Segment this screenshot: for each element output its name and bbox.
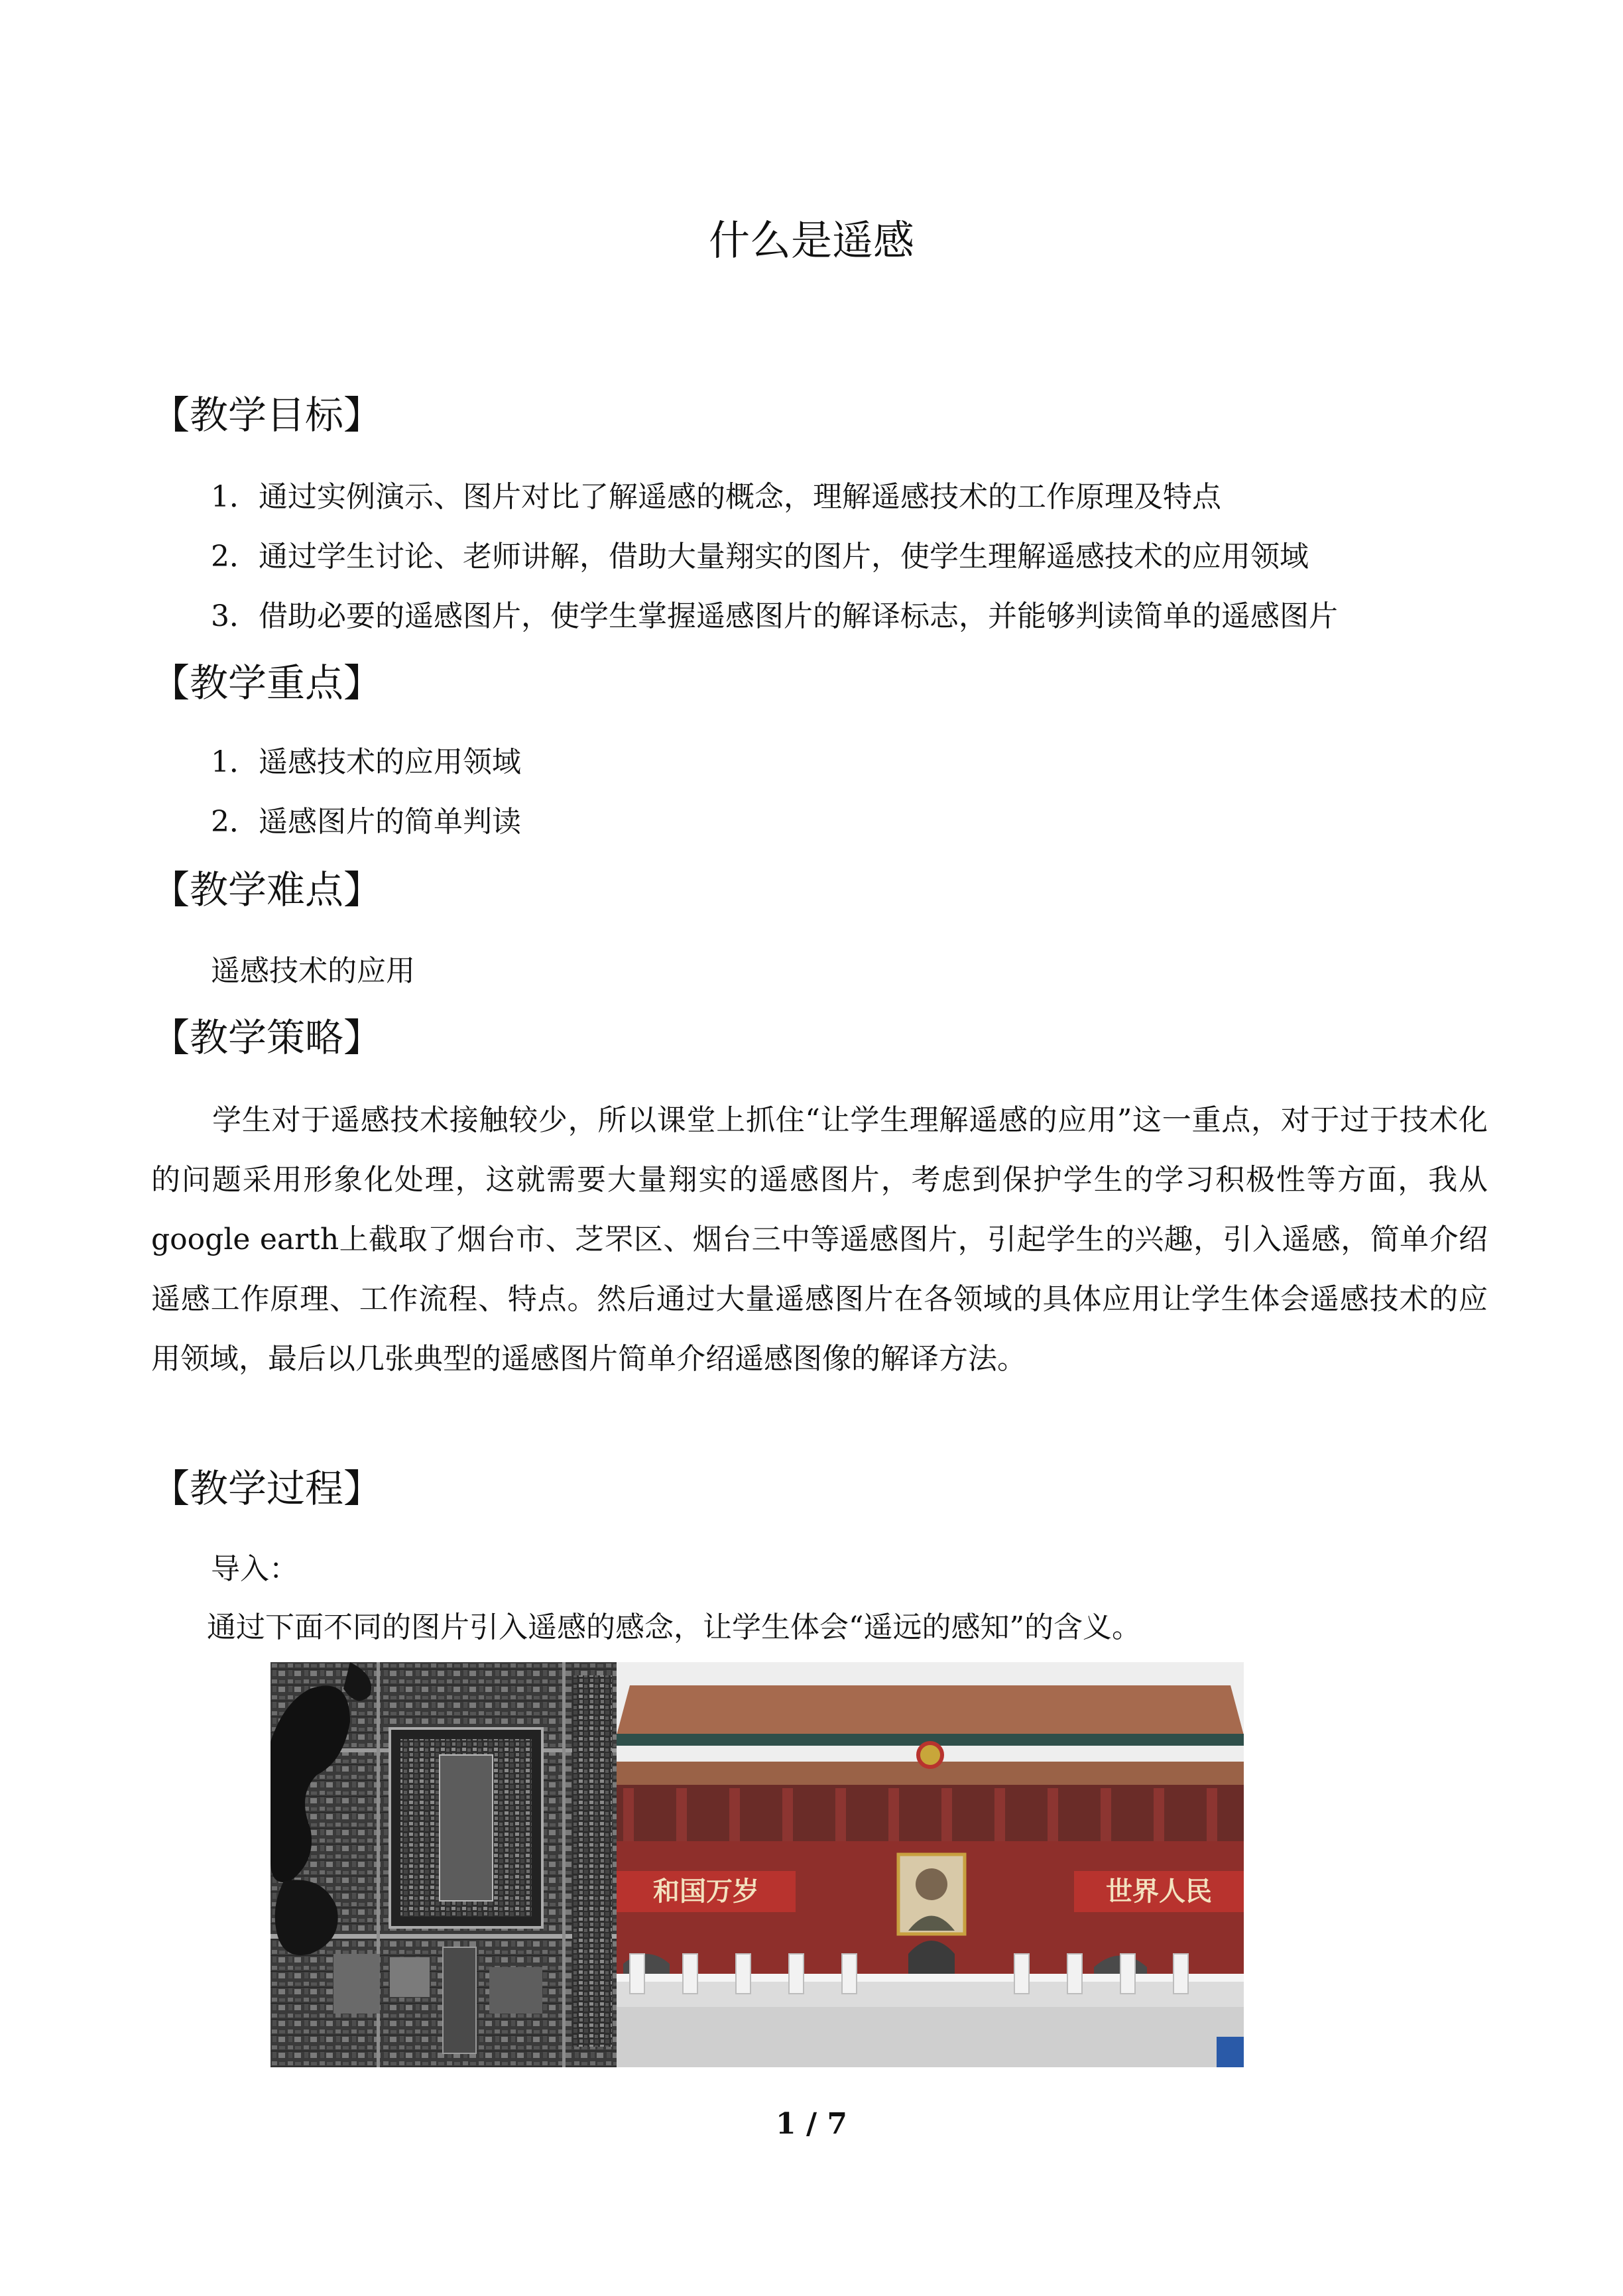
section-heading-process: 【教学过程】 [151,1466,383,1511]
process-intro-text: 通过下面不同的图片引入遥感的感念，让学生体会“遥远的感知”的含义。 [207,1610,1141,1644]
section-heading-key-points: 【教学重点】 [151,660,383,705]
key-point-item-1: 1．遥感技术的应用领域 [211,745,521,779]
difficulty-item: 遥感技术的应用 [211,954,415,988]
objective-item-1: 1．通过实例演示、图片对比了解遥感的概念，理解遥感技术的工作原理及特点 [211,480,1221,514]
strategy-paragraph: 学生对于遥感技术接触较少，所以课堂上抓住“让学生理解遥感的应用”这一重点，对于过于技术化的问题采用形象化处理，这就需要大量翔实的遥感图片，考虑到保护学生的学习积极性等方面，我从google earth上截取了烟台市、芝罘区、烟台三中等遥感图片，引起学生的兴趣，引入遥感，简单介绍遥感工作原理、工作流程、特点。然后通过大量遥感图片在各领域的具体应用让学生体会遥感技术的应用领域，最后以几张典型的遥感图片简单介绍遥感图像的解译方法。 [151,1103,1488,1376]
objective-item-2: 2．通过学生讨论、老师讲解，借助大量翔实的图片，使学生理解遥感技术的应用领域 [211,540,1309,574]
satellite-image [270,1662,617,2067]
photo-banner-right: 世界人民 [1106,1876,1212,1907]
tiananmen-photo [617,1662,1244,2067]
page-number: 1 / 7 [776,2107,847,2141]
photo-banner-left: 和国万岁 [653,1876,759,1907]
section-heading-strategy: 【教学策略】 [151,1015,383,1060]
section-heading-objectives: 【教学目标】 [151,393,383,438]
objective-item-3: 3．借助必要的遥感图片，使学生掌握遥感图片的解译标志，并能够判读简单的遥感图片 [211,599,1338,633]
section-heading-difficulties: 【教学难点】 [151,867,383,912]
key-point-item-2: 2．遥感图片的简单判读 [211,805,521,839]
document-title: 什么是遥感 [708,216,914,265]
process-intro-label: 导入： [211,1552,298,1586]
